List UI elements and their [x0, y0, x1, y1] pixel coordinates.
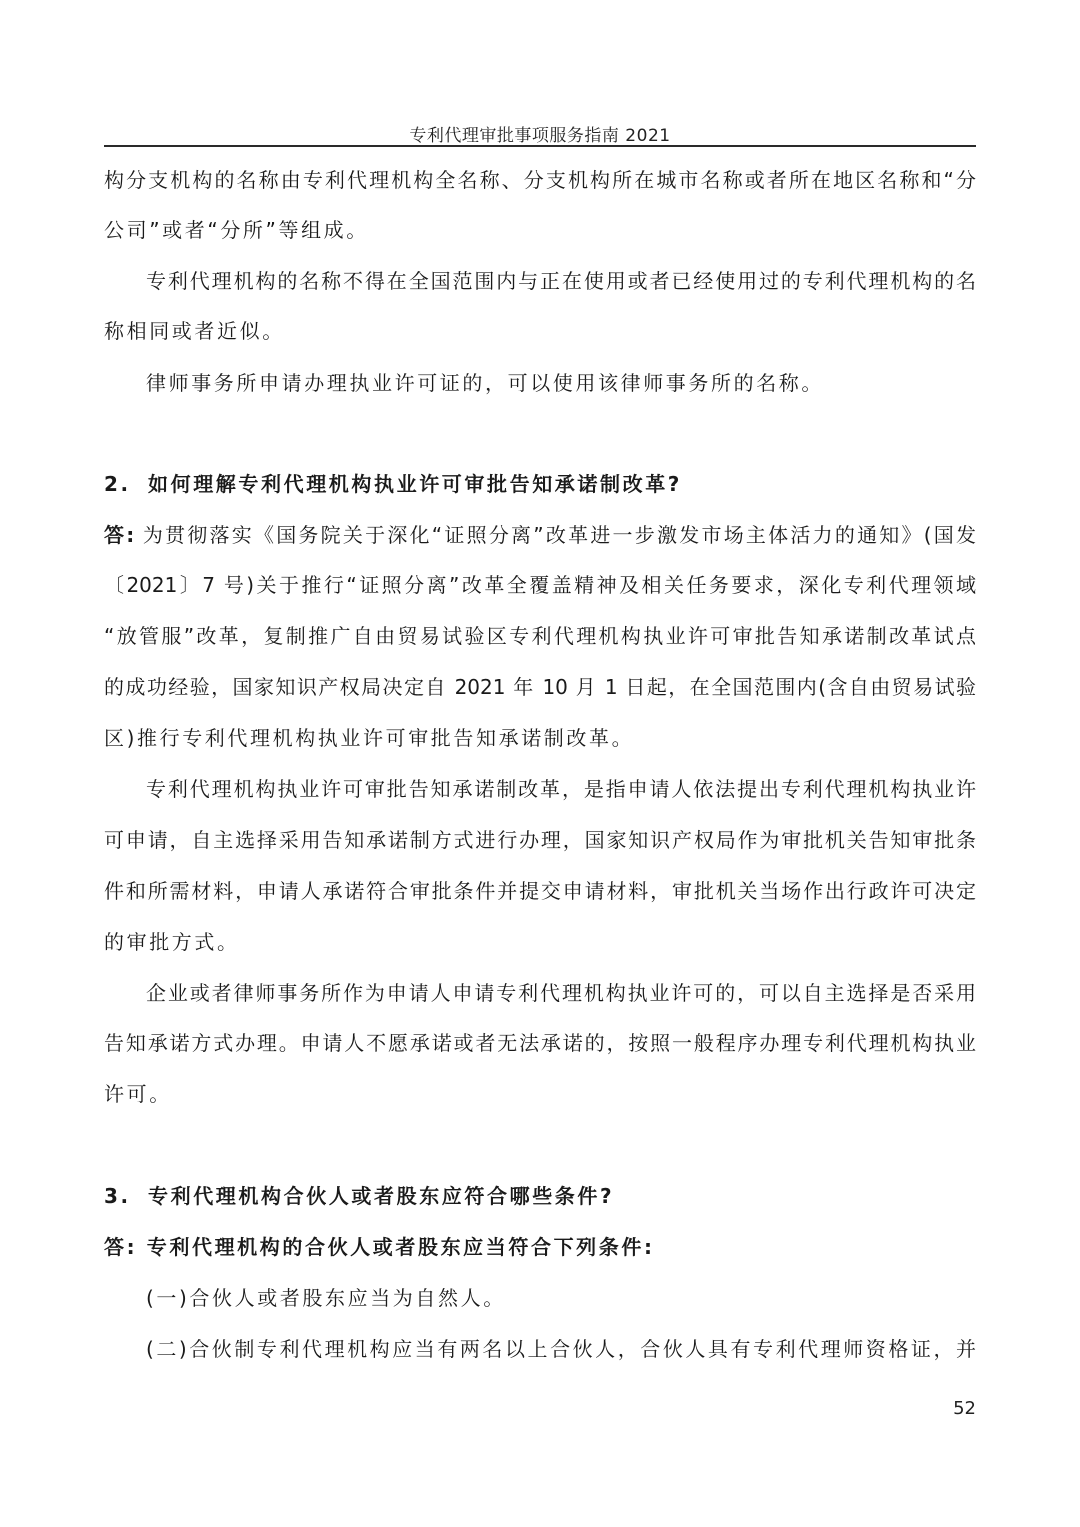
- page-number: 52: [953, 1398, 976, 1419]
- paragraph-line: 件和所需材料，申请人承诺符合审批条件并提交申请材料，审批机关当场作出行政许可决定: [104, 879, 976, 903]
- paragraph-line: 可申请，自主选择采用告知承诺制方式进行办理，国家知识产权局作为审批机关告知审批条: [104, 828, 976, 852]
- answer-text: 专利代理机构的合伙人或者股东应当符合下列条件:: [146, 1235, 655, 1259]
- paragraph-line: 专利代理机构执业许可审批告知承诺制改革，是指申请人依法提出专利代理机构执业许: [146, 777, 976, 801]
- question-heading-2: [104, 470, 976, 498]
- paragraph-line: 专利代理机构的名称不得在全国范围内与正在使用或者已经使用过的专利代理机构的名: [146, 269, 976, 293]
- list-item: (二)合伙制专利代理机构应当有两名以上合伙人，合伙人具有专利代理师资格证，并: [146, 1337, 976, 1361]
- answer-line: [104, 1233, 976, 1261]
- list-item: (一)合伙人或者股东应当为自然人。: [146, 1286, 506, 1310]
- answer-text: 为贯彻落实《国务院关于深化“证照分离”改革进一步激发市场主体活力的通知》(国发: [142, 523, 977, 547]
- paragraph-line: 许可。: [104, 1082, 172, 1106]
- paragraph-line: 区)推行专利代理机构执业许可审批告知承诺制改革。: [104, 726, 635, 750]
- paragraph-line: 公司”或者“分所”等组成。: [104, 218, 369, 242]
- paragraph-line: 律师事务所申请办理执业许可证的，可以使用该律师事务所的名称。: [146, 371, 824, 395]
- answer-label: 答:: [104, 523, 135, 547]
- paragraph-line: 企业或者律师事务所作为申请人申请专利代理机构执业许可的，可以自主选择是否采用: [146, 981, 976, 1005]
- paragraph-line: 的审批方式。: [104, 930, 240, 954]
- header-rule: [104, 145, 976, 147]
- question-heading-3: [104, 1182, 976, 1210]
- paragraph-line: “放管服”改革，复制推广自由贸易试验区专利代理机构执业许可审批告知承诺制改革试点: [104, 624, 976, 648]
- question-title: 如何理解专利代理机构执业许可审批告知承诺制改革?: [148, 472, 683, 496]
- running-header-title: 专利代理审批事项服务指南 2021: [409, 126, 671, 146]
- paragraph-line: 〔2021〕7 号)关于推行“证照分离”改革全覆盖精神及相关任务要求，深化专利代理领域: [104, 573, 976, 597]
- question-title: 专利代理机构合伙人或者股东应符合哪些条件?: [148, 1184, 615, 1208]
- paragraph-line: 称相同或者近似。: [104, 319, 285, 343]
- question-number: 2.: [104, 472, 131, 496]
- paragraph-line: 构分支机构的名称由专利代理机构全名称、分支机构所在城市名称或者所在地区名称和“分: [104, 168, 976, 192]
- paragraph-line: 告知承诺方式办理。申请人不愿承诺或者无法承诺的，按照一般程序办理专利代理机构执业: [104, 1031, 976, 1055]
- answer-label: 答:: [104, 1235, 138, 1259]
- paragraph-line: 的成功经验，国家知识产权局决定自 2021 年 10 月 1 日起，在全国范围内(含自由贸易试验: [104, 675, 976, 699]
- answer-line: [104, 521, 976, 549]
- question-number: 3.: [104, 1184, 131, 1208]
